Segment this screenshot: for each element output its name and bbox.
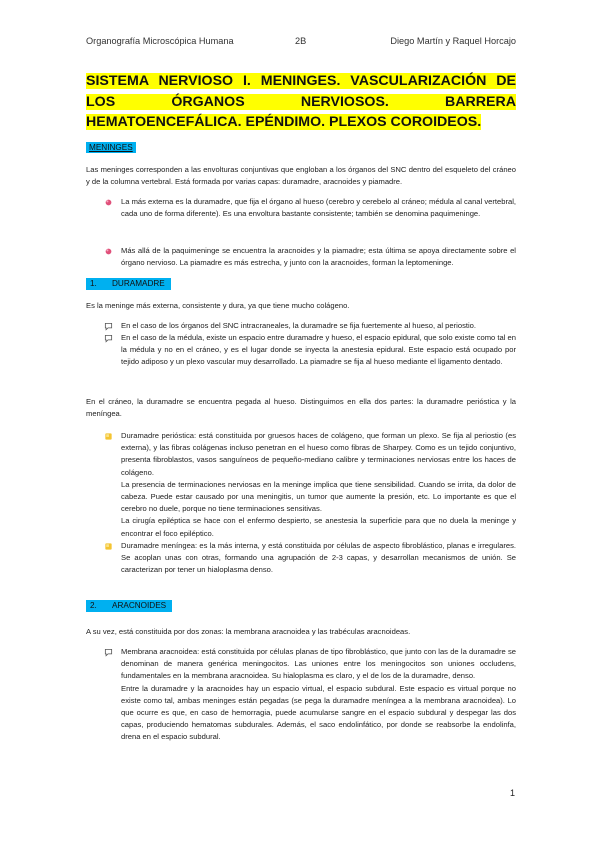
section-heading-meninges (86, 143, 136, 153)
section-heading-aracnoides (86, 600, 172, 612)
meninges-heading-text: MENINGES (86, 142, 136, 153)
page-header (86, 36, 516, 50)
document-title-text: SISTEMA NERVIOSO I. MENINGES. VASCULARIZACIÓN DE LOS ÓRGANOS NERVIOSOS. BARRERA HEMATOENCEFÁLICA. EPÉNDIMO. PLEXOS COROIDEOS. (86, 73, 516, 130)
speech-bubble-icon (104, 334, 113, 343)
header-authors: Diego Martín y Raquel Horcajo (390, 36, 516, 46)
page-number: 1 (510, 788, 516, 798)
pink-bullet-icon (104, 247, 113, 256)
meninges-bullet-2 (104, 245, 516, 269)
duramadre-intro: Es la meninge más externa, consistente y dura, ya que tiene mucho colágeno. (86, 301, 350, 310)
yellow-square-bullet-icon (104, 542, 113, 551)
duramadre-meningea (104, 540, 516, 577)
duramadre-bullet-1 (104, 320, 516, 332)
periostica-text-3: La cirugía epiléptica se hace con el enfermo despierto, se anestesia la superficie para que no duela la meninge y encontrar el foco epiléptico. (121, 516, 516, 538)
duramadre-bullet-2-text: En el caso de la médula, existe un espacio entre duramadre y hueso, el espacio epidural, que solo existe como tal en la médula y no en el cráneo, y es el lugar donde se inyecta la anestesia epidural. Este espacio está ocupado por tejido adiposo y un plexo vascular muy desarrollado. La piamadre se fija al hueso mediante el ligamento dentado. (121, 333, 516, 367)
membrana-aracnoidea-text-1: Membrana aracnoidea: está constituida por células planas de tipo fibroblástico, que junto con las de la duramadre se denominan de manera genérica meningocitos. Las uniones entre los meningocitos son uniones occludens, fundamentales en la membrana aracnoidea. Su hialoplasma es claro, y el de los de la duramadre, denso. (121, 647, 516, 681)
membrana-aracnoidea (104, 646, 516, 744)
duramadre-skull-paragraph: En el cráneo, la duramadre se encuentra pegada al hueso. Distinguimos en ella dos partes: la duramadre perióstica y la meníngea. (86, 397, 516, 419)
aracnoides-heading-number: 2. (90, 601, 97, 610)
header-course: Organografía Microscópica Humana (86, 36, 234, 46)
speech-bubble-icon (104, 322, 113, 331)
speech-bubble-icon (104, 648, 113, 657)
duramadre-heading-text: DURAMADRE (112, 279, 165, 288)
aracnoides-heading-text: ARACNOIDES (112, 601, 167, 610)
meninges-intro: Las meninges corresponden a las envolturas conjuntivas que engloban a los órganos del SNC dentro del esqueleto del cráneo y de la columna vertebral. Está formada por varias capas: duramadre, aracnoides y piamadre. (86, 165, 516, 187)
aracnoides-intro: A su vez, está constituida por dos zonas: la membrana aracnoidea y las trabéculas aracnoideas. (86, 627, 411, 636)
meninges-bullet-1 (104, 196, 516, 220)
duramadre-periostica (104, 430, 516, 540)
yellow-square-bullet-icon (104, 432, 113, 441)
meninges-bullet-1-text: La más externa es la duramadre, que fija el órgano al hueso (cerebro y cerebelo al cráneo; médula al canal vertebral, cada uno de forma diferente). Es una envoltura bastante consistente; también se denomina paquimeninge. (121, 197, 516, 219)
periostica-text-2: La presencia de terminaciones nerviosas en la meninge implica que tiene sensibilidad. Cuando se irrita, da dolor de cabeza. Puede estar causado por una meningitis, un tumor que aumente la presión, etc. Lo importante es que el cerebro no duele, porque no tiene terminaciones sensitivas. (121, 479, 516, 514)
periostica-text-1: Duramadre perióstica: está constituida por gruesos haces de colágeno, que forman un plexo. Se fija al periostio (es externa), y las fibras colágenas incluso penetran en el hueso como fibras de Sharpey. Como es un tejido conjuntivo, presenta fibroblastos, vasos sanguíneos de pequeño-mediano calibre y terminaciones nerviosas entre los haces de colágeno. (121, 431, 516, 477)
section-heading-duramadre (86, 278, 171, 290)
membrana-aracnoidea-text-2: Entre la duramadre y la aracnoides hay un espacio virtual, el espacio subdural. Este espacio es virtual porque no existe como tal, ambas meninges están pegadas (se pega la duramadre meníngea a la membrana aracnoidea). Lo que ocurre es que, en caso de hemorragia, puede acumularse sangre en el espacio subdural y despegar las dos capas, produciendo hematomas subdurales. Además, el saco endolinfático, por donde se reabsorbe la endolinfa, drena en el espacio subdural. (121, 683, 516, 742)
pink-bullet-icon (104, 198, 113, 207)
duramadre-bullet-1-text: En el caso de los órganos del SNC intracraneales, la duramadre se fija fuertemente al hueso, al periostio. (121, 321, 476, 330)
header-group: 2B (295, 36, 307, 46)
duramadre-heading-number: 1. (90, 279, 97, 288)
duramadre-bullet-2 (104, 332, 516, 369)
meningea-text: Duramadre meníngea: es la más interna, y está constituida por células de aspecto fibroblástico, planas e irregulares. Se acoplan unas con otras, formando una agrupación de 2-3 capas, y desarrollan mecanismos de unión. Se caracterizan por tener un hialoplasma denso. (121, 541, 516, 575)
aracnoides-heading-bar (86, 600, 172, 612)
document-title (86, 71, 516, 133)
duramadre-heading-bar (86, 278, 171, 290)
meninges-bullet-2-text: Más allá de la paquimeninge se encuentra la aracnoides y la piamadre; esta última se apoya directamente sobre el órgano nervioso. La piamadre es más estrecha, y junto con la aracnoides, forman la leptomeninge. (121, 246, 516, 268)
